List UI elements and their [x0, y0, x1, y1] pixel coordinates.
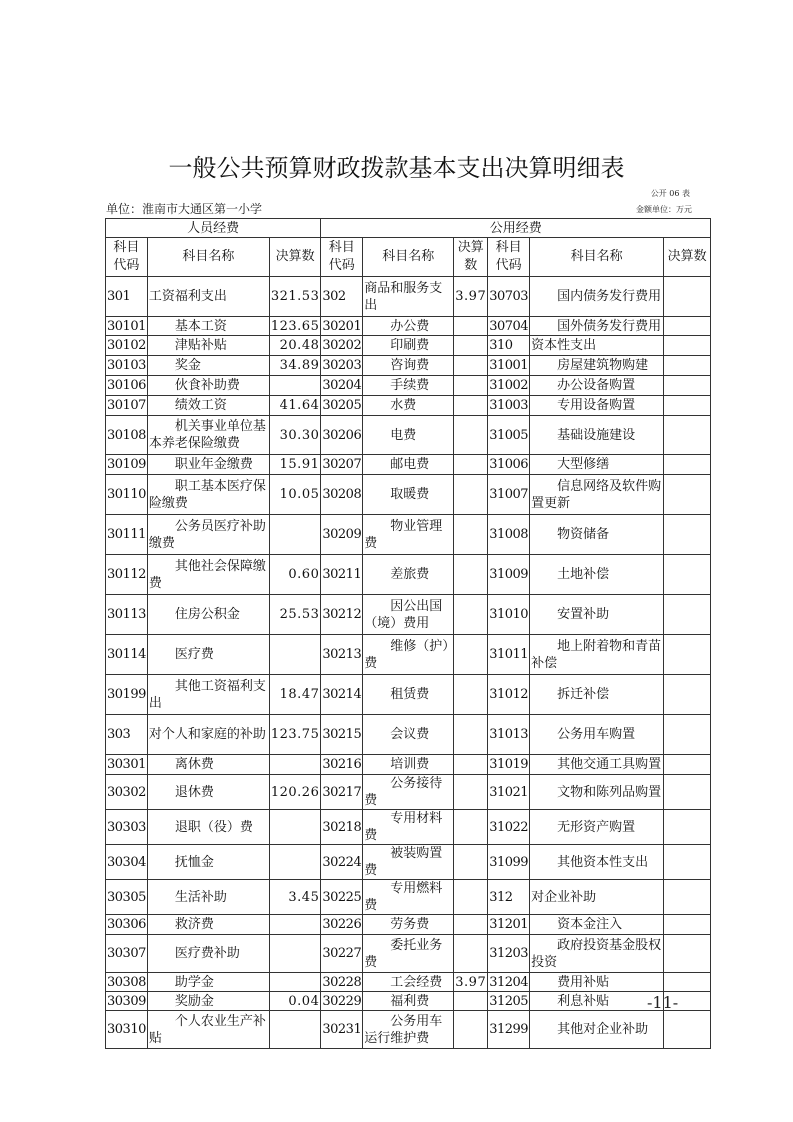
final-amount	[454, 810, 488, 845]
final-amount	[454, 475, 488, 515]
subject-code: 31019	[488, 755, 530, 775]
subject-code: 31006	[488, 455, 530, 475]
subject-code: 30226	[321, 915, 363, 935]
final-amount	[454, 455, 488, 475]
subject-name: 政府投资基金股权投资	[530, 935, 664, 973]
subject-name: 会议费	[363, 715, 454, 755]
final-amount	[454, 992, 488, 1011]
subject-code: 31002	[488, 376, 530, 396]
table-row	[106, 1011, 711, 1049]
final-amount	[664, 455, 711, 475]
subject-name: 对个人和家庭的补助	[147, 715, 269, 755]
subject-name: 手续费	[363, 376, 454, 396]
header-name: 科目名称	[530, 238, 664, 277]
subject-code: 30113	[106, 595, 148, 635]
subject-code: 312	[488, 880, 530, 915]
subject-name: 劳务费	[363, 915, 454, 935]
subject-code: 30106	[106, 376, 148, 396]
subject-code: 30207	[321, 455, 363, 475]
subject-code: 31003	[488, 396, 530, 416]
final-amount: 120.26	[269, 775, 321, 810]
subject-code: 30307	[106, 935, 148, 973]
final-amount	[664, 675, 711, 715]
final-amount: 10.05	[269, 475, 321, 515]
subject-name: 安置补助	[530, 595, 664, 635]
final-amount: 123.65	[270, 318, 320, 334]
subject-code: 31001	[488, 356, 530, 376]
page-title: 一般公共预算财政拨款基本支出决算明细表	[168, 154, 625, 182]
final-amount	[269, 515, 321, 555]
subject-name: 国内债务发行费用	[530, 277, 664, 317]
subject-name: 其他社会保障缴费	[147, 555, 269, 595]
subject-code: 30224	[321, 845, 363, 880]
subject-code: 303	[106, 715, 148, 755]
subject-name: 咨询费	[363, 356, 454, 376]
subject-code: 30212	[321, 595, 363, 635]
subject-name: 地上附着物和青苗补偿	[530, 635, 664, 675]
subject-name: 离休费	[147, 755, 269, 775]
subject-name: 大型修缮	[530, 455, 664, 475]
subject-code: 30101	[107, 318, 146, 334]
subject-name: 被装购置费	[363, 845, 454, 880]
final-amount	[454, 356, 488, 376]
final-amount	[454, 635, 488, 675]
final-amount: 3.97	[454, 277, 488, 317]
subject-code: 30218	[321, 810, 363, 845]
subject-code: 30310	[106, 1011, 148, 1049]
header-name: 科目名称	[363, 238, 454, 277]
final-amount	[664, 810, 711, 845]
final-amount	[269, 845, 321, 880]
table-row	[106, 775, 711, 810]
subject-name: 住房公积金	[147, 595, 269, 635]
subject-name: 文物和陈列品购置	[530, 775, 664, 810]
money-unit-label: 金额单位：万元	[636, 205, 692, 214]
subject-code: 30229	[322, 993, 362, 1009]
subject-name: 商品和服务支出	[363, 277, 454, 317]
final-amount	[664, 376, 711, 396]
subject-code: 30204	[321, 376, 363, 396]
subject-code: 31013	[488, 715, 530, 755]
subject-name: 专用设备购置	[530, 396, 664, 416]
subject-name: 职业年金缴费	[147, 455, 269, 475]
final-amount: 3.45	[269, 880, 321, 915]
group-public: 公用经费	[321, 219, 711, 238]
header-amount: 决算数	[664, 238, 711, 277]
final-amount	[454, 775, 488, 810]
subject-name: 邮电费	[363, 455, 454, 475]
subject-name: 资本性支出	[530, 336, 664, 356]
final-amount	[269, 635, 321, 675]
subject-name: 抚恤金	[147, 845, 269, 880]
table-row	[106, 715, 711, 755]
column-header-row	[106, 238, 711, 277]
final-amount	[269, 973, 321, 992]
final-amount	[454, 915, 488, 935]
subject-code: 30213	[321, 635, 363, 675]
final-amount	[664, 775, 711, 810]
subject-code: 30201	[322, 318, 362, 334]
subject-name: 委托业务费	[363, 935, 454, 973]
subject-name: 津贴补贴	[147, 336, 269, 356]
subject-name: 房屋建筑物购建	[530, 356, 664, 376]
subject-name: 救济费	[147, 915, 269, 935]
final-amount	[664, 356, 711, 376]
subject-code: 30225	[321, 880, 363, 915]
final-amount: 18.47	[269, 675, 321, 715]
subject-code: 30228	[322, 974, 362, 990]
subject-code: 31008	[488, 515, 530, 555]
subject-code: 31201	[488, 915, 530, 935]
subject-code: 30208	[321, 475, 363, 515]
subject-name: 利息补贴	[530, 992, 664, 1011]
subject-name: 取暖费	[363, 475, 454, 515]
table-row	[106, 595, 711, 635]
subject-name: 因公出国（境）费用	[363, 595, 454, 635]
header-code: 科目代码	[488, 238, 530, 277]
subject-name: 公务用车运行维护费	[363, 1011, 454, 1049]
subject-name: 基础设施建设	[530, 416, 664, 455]
table-row	[106, 845, 711, 880]
subject-name: 职工基本医疗保险缴费	[147, 475, 269, 515]
subject-code: 30215	[321, 715, 363, 755]
final-amount	[454, 715, 488, 755]
subject-name: 物业管理费	[363, 515, 454, 555]
final-amount	[454, 416, 488, 455]
final-amount	[664, 1011, 711, 1049]
final-amount	[454, 555, 488, 595]
subject-name: 福利费	[363, 992, 454, 1011]
table-row	[106, 973, 711, 992]
subject-name: 绩效工资	[147, 396, 269, 416]
subject-code: 30209	[321, 515, 363, 555]
final-amount	[454, 675, 488, 715]
subject-code: 31009	[488, 555, 530, 595]
final-amount	[454, 515, 488, 555]
subject-code: 30108	[106, 416, 148, 455]
subject-name: 个人农业生产补贴	[147, 1011, 269, 1049]
final-amount	[454, 755, 488, 775]
final-amount	[664, 845, 711, 880]
subject-name: 工资福利支出	[147, 277, 269, 317]
subject-name: 机关事业单位基本养老保险缴费	[147, 416, 269, 455]
subject-code: 31010	[488, 595, 530, 635]
final-amount	[664, 396, 711, 416]
subject-name: 生活补助	[147, 880, 269, 915]
subject-name: 拆迁补偿	[530, 675, 664, 715]
subject-name: 其他对企业补助	[530, 1011, 664, 1049]
subject-code: 30111	[106, 515, 148, 555]
header-amount: 决算数	[454, 238, 488, 277]
final-amount	[454, 396, 488, 416]
subject-name: 奖励金	[147, 992, 269, 1011]
subject-code: 31204	[489, 974, 529, 990]
subject-name: 其他工资福利支出	[147, 675, 269, 715]
subject-name: 基本工资	[147, 317, 269, 336]
table-row	[106, 455, 711, 475]
subject-code: 31007	[488, 475, 530, 515]
final-amount	[269, 376, 321, 396]
subject-code: 31205	[489, 993, 529, 1009]
unit-label: 单位：淮南市大通区第一小学	[106, 202, 263, 216]
table-row	[106, 336, 711, 356]
table-row	[106, 675, 711, 715]
subject-code: 30211	[321, 555, 363, 595]
subject-code: 31005	[488, 416, 530, 455]
subject-code: 30205	[321, 396, 363, 416]
final-amount	[664, 416, 711, 455]
subject-code: 30306	[106, 915, 148, 935]
subject-name: 其他资本性支出	[530, 845, 664, 880]
subject-code: 30217	[321, 775, 363, 810]
header-code: 科目代码	[321, 238, 363, 277]
subject-name: 印刷费	[363, 336, 454, 356]
table-row	[106, 555, 711, 595]
subject-code: 30231	[321, 1011, 363, 1049]
subject-code: 30109	[106, 455, 148, 475]
header-amount: 决算数	[269, 238, 321, 277]
subject-code: 30303	[106, 810, 148, 845]
table-row	[106, 635, 711, 675]
final-amount: 321.53	[269, 277, 321, 317]
final-amount	[664, 715, 711, 755]
subject-code: 31022	[488, 810, 530, 845]
subject-name: 办公设备购置	[530, 376, 664, 396]
subject-code: 30202	[321, 336, 363, 356]
final-amount: 123.75	[269, 715, 321, 755]
subject-name: 资本金注入	[530, 915, 664, 935]
subject-name: 医疗费	[147, 635, 269, 675]
final-amount	[664, 336, 711, 356]
final-amount	[664, 635, 711, 675]
final-amount: 3.97	[455, 974, 487, 990]
subject-name: 退休费	[147, 775, 269, 810]
expenditure-detail-table	[105, 218, 711, 1049]
subject-code: 30110	[106, 475, 148, 515]
final-amount	[454, 880, 488, 915]
subject-name: 退职（役）费	[147, 810, 269, 845]
table-row	[106, 475, 711, 515]
table-row	[106, 880, 711, 915]
table-row	[106, 416, 711, 455]
subject-name: 无形资产购置	[530, 810, 664, 845]
subject-name: 土地补偿	[530, 555, 664, 595]
subject-name: 培训费	[363, 755, 454, 775]
subject-code: 30112	[106, 555, 148, 595]
final-amount	[664, 915, 711, 935]
final-amount	[664, 935, 711, 973]
subject-code: 31099	[488, 845, 530, 880]
table-row	[106, 810, 711, 845]
subject-name: 水费	[363, 396, 454, 416]
final-amount	[664, 277, 711, 317]
final-amount: 25.53	[269, 595, 321, 635]
subject-name: 信息网络及软件购置更新	[530, 475, 664, 515]
subject-name: 维修（护）费	[363, 635, 454, 675]
subject-code: 30206	[321, 416, 363, 455]
subject-name: 公务员医疗补助缴费	[147, 515, 269, 555]
subject-code: 30304	[106, 845, 148, 880]
final-amount	[454, 317, 488, 336]
subject-name: 对企业补助	[530, 880, 664, 915]
subject-name: 办公费	[363, 317, 454, 336]
table-row	[106, 515, 711, 555]
subject-code: 30703	[488, 277, 530, 317]
subject-code: 30301	[106, 755, 148, 775]
subject-code: 31299	[488, 1011, 530, 1049]
final-amount	[269, 810, 321, 845]
final-amount	[454, 376, 488, 396]
subject-name: 医疗费补助	[147, 935, 269, 973]
subject-code: 30114	[106, 635, 148, 675]
final-amount	[664, 555, 711, 595]
subject-name: 公务接待费	[363, 775, 454, 810]
final-amount	[664, 880, 711, 915]
subject-name: 电费	[363, 416, 454, 455]
subject-name: 国外债务发行费用	[530, 317, 664, 336]
subject-code: 30227	[321, 935, 363, 973]
final-amount	[664, 317, 711, 336]
final-amount: 41.64	[269, 396, 321, 416]
subject-code: 30203	[321, 356, 363, 376]
final-amount	[664, 973, 711, 992]
final-amount	[664, 515, 711, 555]
subject-name: 公务用车购置	[530, 715, 664, 755]
subject-name: 物资储备	[530, 515, 664, 555]
table-row	[106, 915, 711, 935]
final-amount	[454, 1011, 488, 1049]
subject-code: 31011	[488, 635, 530, 675]
table-row	[106, 992, 711, 1011]
final-amount	[454, 595, 488, 635]
table-row	[106, 376, 711, 396]
subject-code: 302	[321, 277, 363, 317]
final-amount: 20.48	[269, 336, 321, 356]
final-amount	[664, 755, 711, 775]
subject-code: 30216	[321, 755, 363, 775]
subject-name: 费用补贴	[530, 973, 664, 992]
subject-name: 租赁费	[363, 675, 454, 715]
final-amount	[454, 845, 488, 880]
table-number: 公开 06 表	[650, 189, 690, 198]
page-number: -11-	[647, 993, 679, 1012]
subject-code: 30102	[106, 336, 148, 356]
subject-code: 301	[106, 277, 148, 317]
subject-name: 专用材料费	[363, 810, 454, 845]
subject-code: 31012	[488, 675, 530, 715]
group-header-row	[106, 219, 711, 238]
final-amount: 0.04	[269, 992, 321, 1011]
subject-code: 30107	[106, 396, 148, 416]
subject-name: 工会经费	[363, 973, 454, 992]
subject-name: 奖金	[147, 356, 269, 376]
subject-code: 30103	[106, 356, 148, 376]
subject-name: 专用燃料费	[363, 880, 454, 915]
final-amount: 30.30	[269, 416, 321, 455]
subject-code: 31203	[488, 935, 530, 973]
final-amount	[664, 475, 711, 515]
final-amount: 34.89	[269, 356, 321, 376]
final-amount	[269, 935, 321, 973]
final-amount	[454, 336, 488, 356]
final-amount	[269, 755, 321, 775]
subject-code: 30309	[107, 993, 146, 1009]
header-code: 科目代码	[106, 238, 148, 277]
table-row	[106, 935, 711, 973]
subject-name: 差旅费	[363, 555, 454, 595]
header-name: 科目名称	[147, 238, 269, 277]
subject-name: 伙食补助费	[147, 376, 269, 396]
group-personnel: 人员经费	[106, 219, 321, 238]
subject-code: 30214	[321, 675, 363, 715]
table-row	[106, 755, 711, 775]
final-amount	[454, 935, 488, 973]
subject-code: 30302	[106, 775, 148, 810]
final-amount: 15.91	[269, 455, 321, 475]
subject-code: 31021	[488, 775, 530, 810]
subject-code: 30305	[106, 880, 148, 915]
subject-code: 310	[488, 336, 530, 356]
subject-code: 30199	[106, 675, 148, 715]
subject-code: 30704	[489, 318, 529, 334]
final-amount: 0.60	[269, 555, 321, 595]
subject-code: 30308	[107, 974, 146, 990]
final-amount	[269, 915, 321, 935]
table-row	[106, 356, 711, 376]
final-amount	[664, 595, 711, 635]
table-row	[106, 396, 711, 416]
table-row	[106, 317, 711, 336]
table-row	[106, 277, 711, 317]
subject-name: 助学金	[147, 973, 269, 992]
subject-name: 其他交通工具购置	[530, 755, 664, 775]
final-amount	[269, 1011, 321, 1049]
